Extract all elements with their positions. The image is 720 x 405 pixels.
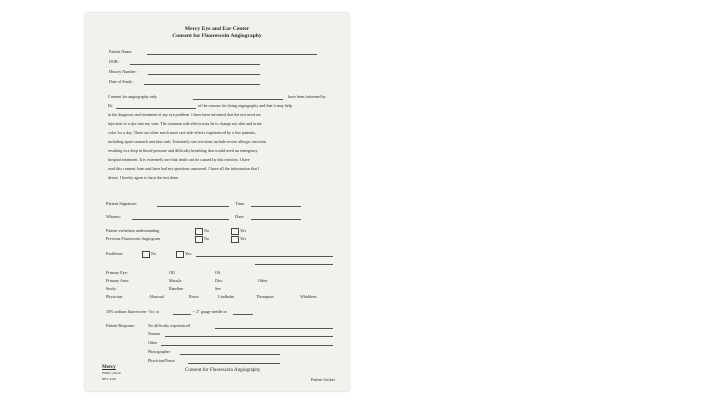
dob-label: DOB: — [109, 59, 119, 64]
eye-os-option[interactable]: OS — [215, 270, 221, 275]
primary-area-label: Primary Area: — [106, 278, 130, 283]
physician-option[interactable]: Bowe — [189, 294, 199, 299]
previous-yes-checkbox[interactable] — [231, 236, 239, 243]
physician-option[interactable]: Thompson — [256, 294, 274, 299]
primary-eye-label: Primary Eye: — [106, 270, 128, 275]
response-label: Patient Response: — [106, 323, 136, 328]
injection-text-b: ~ 2" gauge needle or — [193, 309, 227, 314]
consent-line-1b: have been informed by — [288, 94, 326, 99]
consent-body-line: injection of a dye into my vein. The common side effects may be to change my skin and urine — [108, 121, 262, 126]
witness-label: Witness: — [106, 214, 122, 219]
response-line[interactable] — [165, 336, 333, 337]
date-of-study-line[interactable] — [144, 84, 260, 85]
response-item: Nausea — [148, 331, 161, 336]
form-title: Consent for Fluorescein Angiography — [172, 33, 262, 39]
consent-name-line[interactable] — [193, 99, 283, 100]
problems-details-line-2[interactable] — [255, 264, 333, 265]
response-item: Physician/Nurse — [148, 358, 175, 363]
mercy-logo: Mercy — [102, 365, 116, 370]
problems-no-checkbox[interactable] — [142, 251, 150, 258]
understanding-label: Patient verbalizes understanding — [106, 228, 160, 233]
physician-option[interactable]: Lindholm — [218, 294, 235, 299]
org-name: Mercy Eye and Ear Center — [184, 26, 250, 32]
consent-body-line: including upset stomach and skin rash. Extremely rare reactions include severe allergic reactions — [108, 139, 267, 144]
footer-title: Consent for Fluorescein Angiography — [185, 368, 261, 373]
response-line[interactable] — [188, 363, 280, 364]
response-item: No difficulty experienced — [148, 323, 190, 328]
study-baseline-option[interactable]: Baseline — [169, 286, 184, 291]
study-see-option[interactable]: See — [215, 286, 221, 291]
previous-yes-label: Yes — [240, 236, 246, 241]
response-line[interactable] — [180, 354, 280, 355]
patient-signature-line[interactable] — [157, 206, 229, 207]
physician-option[interactable]: Altawaal — [149, 294, 164, 299]
area-other-option[interactable]: Other — [258, 278, 268, 283]
injection-text-a: 10% sodium fluorescein - 5cc or — [106, 309, 160, 314]
problems-yes-label: Yes: — [185, 251, 193, 256]
problems-label: Problems — [106, 251, 123, 256]
dob-line[interactable] — [130, 64, 260, 65]
response-item: Other — [148, 340, 158, 345]
patient-name-line[interactable] — [147, 54, 317, 55]
understanding-yes-label: Yes — [240, 228, 246, 233]
patient-name-label: Patient Name: — [109, 49, 133, 54]
consent-form-page — [85, 13, 349, 391]
physician-option[interactable]: Whiddens — [300, 294, 317, 299]
history-number-line[interactable] — [148, 74, 260, 75]
understanding-no-label: No — [204, 228, 210, 233]
consent-line-2b: of the reasons for doing angiography and that it may help — [198, 103, 292, 108]
understanding-yes-checkbox[interactable] — [231, 228, 239, 235]
consent-body-line: read this consent form and have had my questions answered. I have all the information that I — [108, 166, 260, 171]
date-of-study-label: Date of Study: — [109, 79, 133, 84]
physician-label: Physician: — [106, 294, 124, 299]
patient-signature-label: Patient Signature: — [106, 201, 138, 206]
form-revision: REV 4/08 — [102, 377, 116, 381]
history-number-label: History Number: — [109, 69, 137, 74]
previous-no-label: No — [204, 236, 210, 241]
response-item: Photographer — [148, 349, 171, 354]
consent-body-line: in the diagnosis and treatment of my eye problem. I have been informed that the test involves — [108, 112, 261, 117]
area-disc-option[interactable]: Disc — [215, 278, 223, 283]
consent-doctor-line[interactable] — [116, 108, 196, 109]
problems-details-line[interactable] — [196, 256, 333, 257]
form-code: EMEC-200 R — [102, 371, 121, 375]
injection-line-2[interactable] — [233, 314, 253, 315]
problems-yes-checkbox[interactable] — [176, 251, 184, 258]
area-macula-option[interactable]: Macula — [169, 278, 182, 283]
eye-od-option[interactable]: OD — [169, 270, 175, 275]
time-line[interactable] — [251, 206, 301, 207]
consent-body-line: hospital treatment. It is extremely rare that death can be caused by this reaction. I have — [108, 157, 250, 162]
previous-angiogram-label: Previous Fluorescein Angiogram — [106, 236, 160, 241]
date-line[interactable] — [251, 219, 301, 220]
patient-sticker-label: Patient Sticker — [311, 377, 335, 382]
study-label: Study: — [106, 286, 117, 291]
consent-body-line: desire. I hereby agree to have the test done. — [108, 175, 179, 180]
injection-line-1[interactable] — [173, 314, 191, 315]
consent-body-line: color for a day. There are other much more rare side effects experienced by a few patients, — [108, 130, 256, 135]
consent-line-1a: Consent for angiography only — [108, 94, 158, 99]
response-line[interactable] — [161, 345, 333, 346]
understanding-no-checkbox[interactable] — [195, 228, 203, 235]
time-label: Time: — [235, 201, 246, 206]
response-line[interactable] — [215, 328, 333, 329]
witness-line[interactable] — [132, 219, 229, 220]
consent-line-2a: Dr. — [108, 103, 114, 108]
consent-body-line: resulting in a drop in blood pressure and difficulty breathing that would need an emergency — [108, 148, 258, 153]
date-label: Date: — [235, 214, 245, 219]
problems-no-label: No — [151, 251, 157, 256]
previous-no-checkbox[interactable] — [195, 236, 203, 243]
